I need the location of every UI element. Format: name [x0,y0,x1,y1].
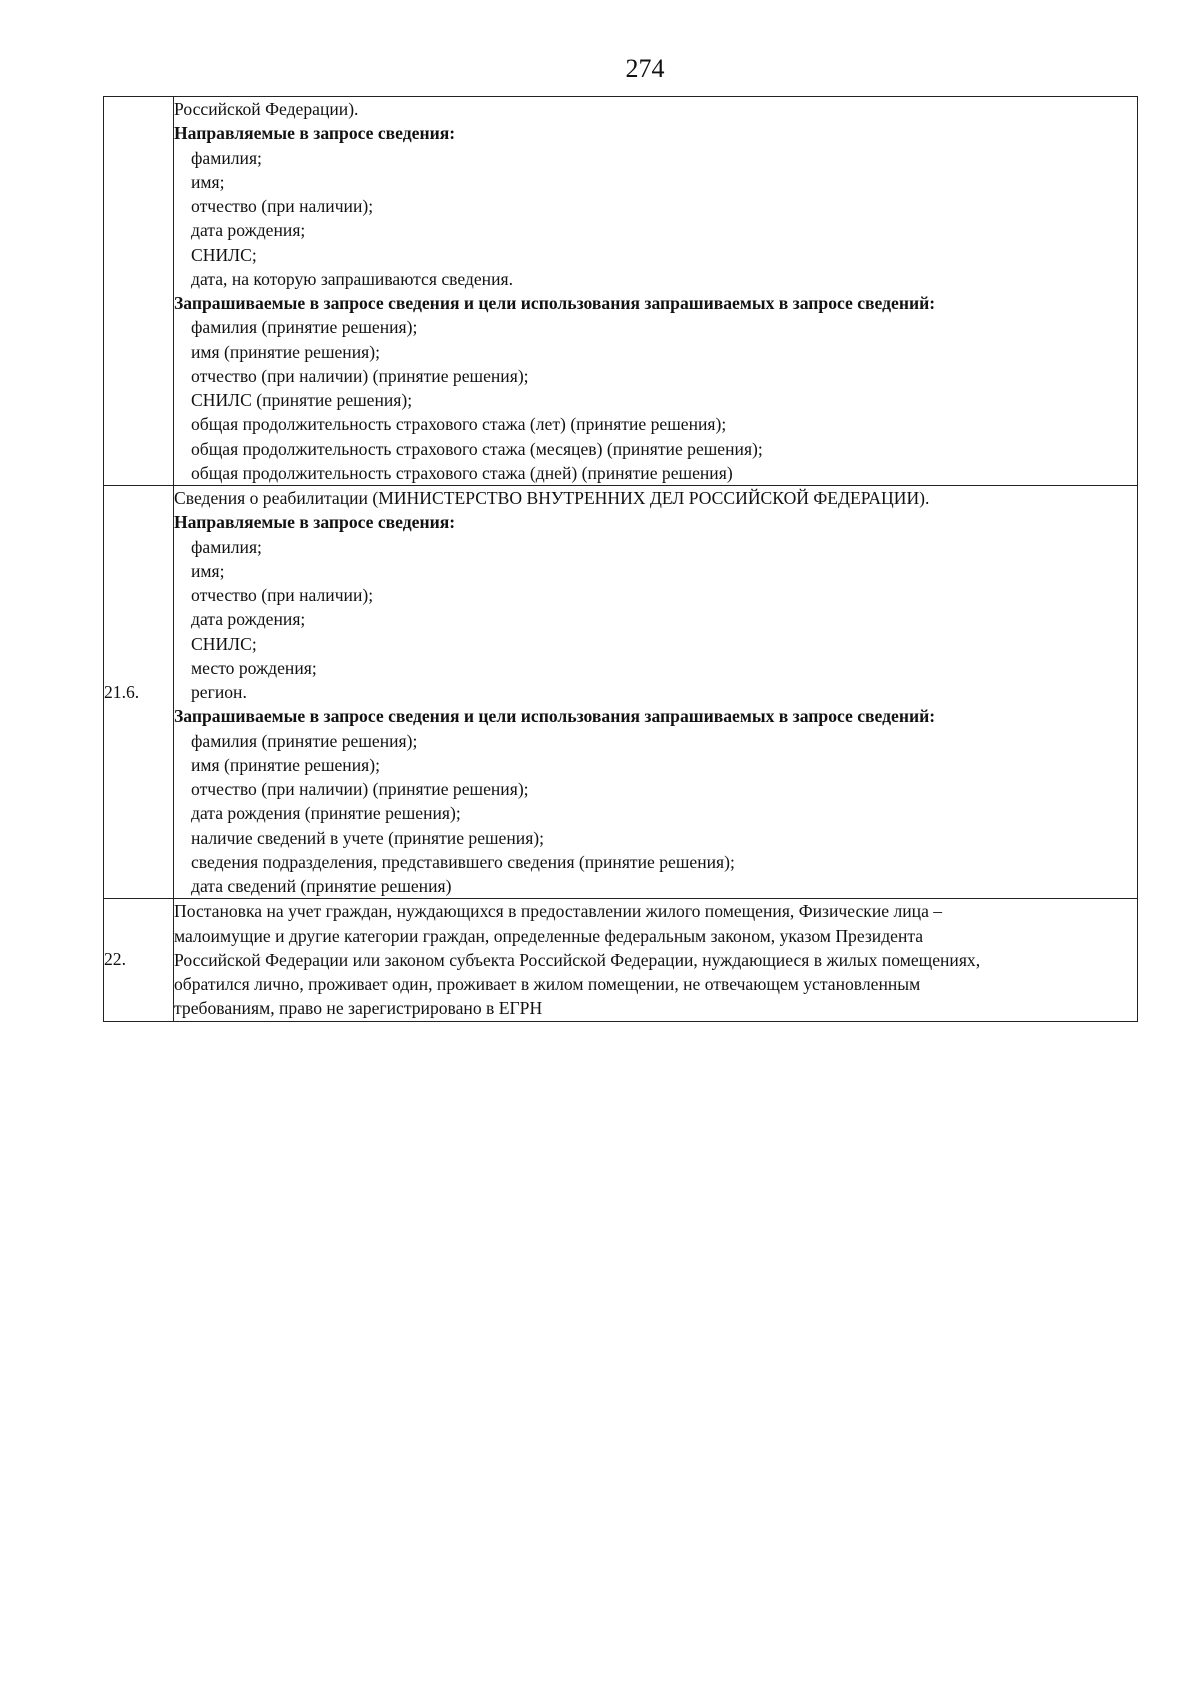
content-line: место рождения; [191,657,317,678]
content-line: фамилия (принятие решения); [191,317,418,338]
content-line: имя (принятие решения); [191,754,380,775]
content-line: общая продолжительность страхового стажа (дней) (принятие решения) [191,462,733,483]
content-line: имя; [191,171,225,192]
row-number: 21.6. [104,681,140,702]
content-line: Постановка на учет граждан, нуждающихся в предоставлении жилого помещения, Физические лица – [174,901,943,922]
services-table [103,96,1138,1022]
content-line: дата, на которую запрашиваются сведения. [191,268,513,289]
content-line: Российской Федерации). [174,99,359,119]
content-line: имя; [191,560,225,581]
content-line: отчество (при наличии); [191,585,374,605]
section-heading: Направляемые в запросе сведения: [174,512,456,533]
content-line: общая продолжительность страхового стажа (лет) (принятие решения); [191,414,727,435]
table-row [104,899,1138,1021]
content-line: малоимущие и другие категории граждан, определенные федеральным законом, указом Президента [174,925,924,946]
content-line: фамилия; [191,147,262,168]
section-heading: Запрашиваемые в запросе сведения и цели использования запрашиваемых в запросе сведений: [174,293,936,313]
row-content-cell [174,97,1138,486]
content-line: СНИЛС; [191,633,257,654]
content-line: дата сведений (принятие решения) [191,876,452,896]
content-line: дата рождения; [191,609,306,630]
content-line: общая продолжительность страхового стажа (месяцев) (принятие решения); [191,438,763,459]
table-row [104,97,1138,486]
section-heading: Запрашиваемые в запросе сведения и цели использования запрашиваемых в запросе сведений: [174,706,936,727]
content-line: дата рождения; [191,220,306,241]
content-line: обратился лично, проживает один, проживает в жилом помещении, не отвечающем установленным [174,974,921,994]
page-number: 274 [625,54,665,83]
table-body [104,97,1138,1022]
content-line: требованиям, право не зарегистрировано в ЕГРН [174,998,543,1019]
row-number-cell [104,899,174,1021]
content-line: Российской Федерации или законом субъекта Российской Федерации, нуждающиеся в жилых помещениях, [174,949,981,970]
content-line: фамилия; [191,536,262,557]
row-number: 22. [104,949,126,970]
row-number-cell [104,97,174,486]
content-line: СНИЛС (принятие решения); [191,390,413,410]
content-line: дата рождения (принятие решения); [191,803,461,824]
content-line: сведения подразделения, представившего сведения (принятие решения); [191,851,735,872]
content-line: фамилия (принятие решения); [191,730,418,751]
content-line: Сведения о реабилитации (МИНИСТЕРСТВО ВНУТРЕННИХ ДЕЛ РОССИЙСКОЙ ФЕДЕРАЦИИ). [174,488,930,508]
table-row [104,486,1138,899]
section-heading: Направляемые в запросе сведения: [174,123,456,144]
content-line: отчество (при наличии); [191,196,374,216]
content-line: отчество (при наличии) (принятие решения); [191,365,529,386]
content-line: имя (принятие решения); [191,341,380,362]
row-content-cell [174,486,1138,899]
row-content-cell [174,899,1138,1021]
content-line: регион. [191,682,247,702]
content-line: отчество (при наличии) (принятие решения); [191,779,529,799]
content-line: наличие сведений в учете (принятие решения); [191,827,545,848]
content-line: СНИЛС; [191,244,257,265]
row-number-cell [104,486,174,899]
